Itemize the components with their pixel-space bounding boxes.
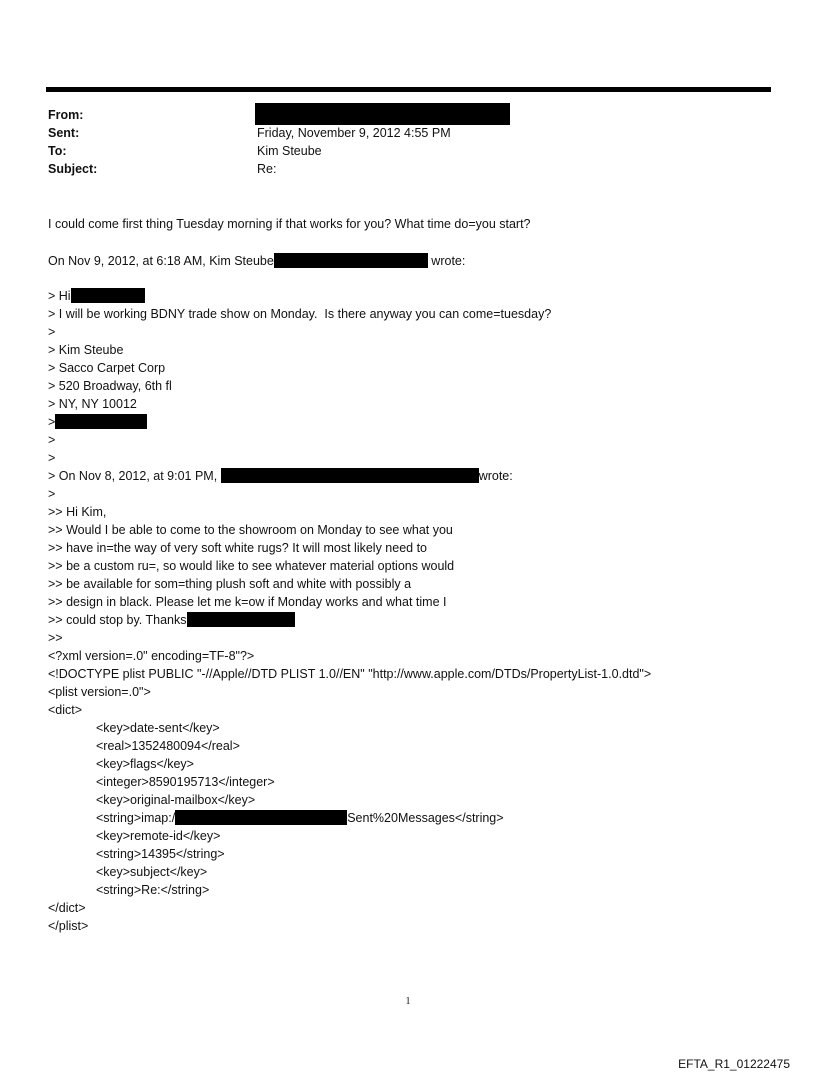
from-label: From: xyxy=(48,108,84,122)
redaction xyxy=(55,414,147,429)
body-line: > xyxy=(48,433,56,447)
redaction xyxy=(221,468,479,483)
body-line xyxy=(48,288,145,304)
quote-attribution xyxy=(48,253,465,269)
body-line: > xyxy=(48,451,56,465)
body-line: >> Hi Kim, xyxy=(48,505,107,519)
mailbox-suffix: Sent%20Messages</string> xyxy=(347,811,504,825)
xml-line: <real>1352480094</real> xyxy=(96,739,240,753)
bates-number: EFTA_R1_01222475 xyxy=(678,1057,790,1071)
xml-line: </plist> xyxy=(48,919,89,933)
imap-prefix: <string>imap:/ xyxy=(96,811,176,825)
xml-line: <key>flags</key> xyxy=(96,757,194,771)
redaction xyxy=(175,810,347,825)
body-line xyxy=(48,414,147,430)
attribution-text: On Nov 9, 2012, at 6:18 AM, Kim Steube xyxy=(48,254,274,268)
xml-line: <key>subject</key> xyxy=(96,865,208,879)
xml-line: <integer>8590195713</integer> xyxy=(96,775,275,789)
xml-line: <string>14395</string> xyxy=(96,847,225,861)
to-value: Kim Steube xyxy=(257,144,322,158)
xml-line: <key>date-sent</key> xyxy=(96,721,220,735)
closing-text: >> could stop by. Thanks xyxy=(48,613,187,627)
body-line: I could come first thing Tuesday morning if that works for you? What time do=you start? xyxy=(48,217,531,231)
body-line: >> xyxy=(48,631,63,645)
body-line: > Sacco Carpet Corp xyxy=(48,361,166,375)
page-number: 1 xyxy=(405,996,411,1007)
redaction xyxy=(274,253,428,268)
attribution-text: > On Nov 8, 2012, at 9:01 PM, xyxy=(48,469,218,483)
from-redaction xyxy=(255,103,510,125)
body-line: > Kim Steube xyxy=(48,343,124,357)
xml-line: <plist version=.0"> xyxy=(48,685,151,699)
body-line: >> design in black. Please let me k=ow if Monday works and what time I xyxy=(48,595,447,609)
xml-line xyxy=(96,810,504,826)
body-line: > I will be working BDNY trade show on Monday. Is there anyway you can come=tuesday? xyxy=(48,307,552,321)
body-line: > 520 Broadway, 6th fl xyxy=(48,379,172,393)
xml-line: </dict> xyxy=(48,901,86,915)
body-line: > xyxy=(48,325,56,339)
attribution-wrote: wrote: xyxy=(427,254,466,268)
redaction xyxy=(187,612,295,627)
attribution-wrote: wrote: xyxy=(478,469,513,483)
subject-label: Subject: xyxy=(48,162,98,176)
xml-line: <string>Re:</string> xyxy=(96,883,210,897)
sent-label: Sent: xyxy=(48,126,80,140)
redaction xyxy=(71,288,145,303)
body-line: > NY, NY 10012 xyxy=(48,397,137,411)
subject-value: Re: xyxy=(257,162,277,176)
sent-value: Friday, November 9, 2012 4:55 PM xyxy=(257,126,451,140)
header-rule xyxy=(46,87,771,92)
xml-line: <dict> xyxy=(48,703,83,717)
to-label: To: xyxy=(48,144,67,158)
quote-marker: > xyxy=(48,415,56,429)
body-line: >> Would I be able to come to the showroom on Monday to see what you xyxy=(48,523,453,537)
body-line: > xyxy=(48,487,56,501)
body-line: >> be available for som=thing plush soft and white with possibly a xyxy=(48,577,412,591)
body-line xyxy=(48,612,295,628)
quote-attribution xyxy=(48,468,513,484)
xml-line: <!DOCTYPE plist PUBLIC "-//Apple//DTD PLIST 1.0//EN" "http://www.apple.com/DTDs/PropertyList-1.0.dtd"> xyxy=(48,667,652,681)
greeting-text: > Hi xyxy=(48,289,71,303)
xml-line: <?xml version=.0" encoding=TF-8"?> xyxy=(48,649,255,663)
xml-line: <key>original-mailbox</key> xyxy=(96,793,256,807)
xml-line: <key>remote-id</key> xyxy=(96,829,221,843)
body-line: >> be a custom ru=, so would like to see whatever material options would xyxy=(48,559,455,573)
body-line: >> have in=the way of very soft white rugs? It will most likely need to xyxy=(48,541,428,555)
